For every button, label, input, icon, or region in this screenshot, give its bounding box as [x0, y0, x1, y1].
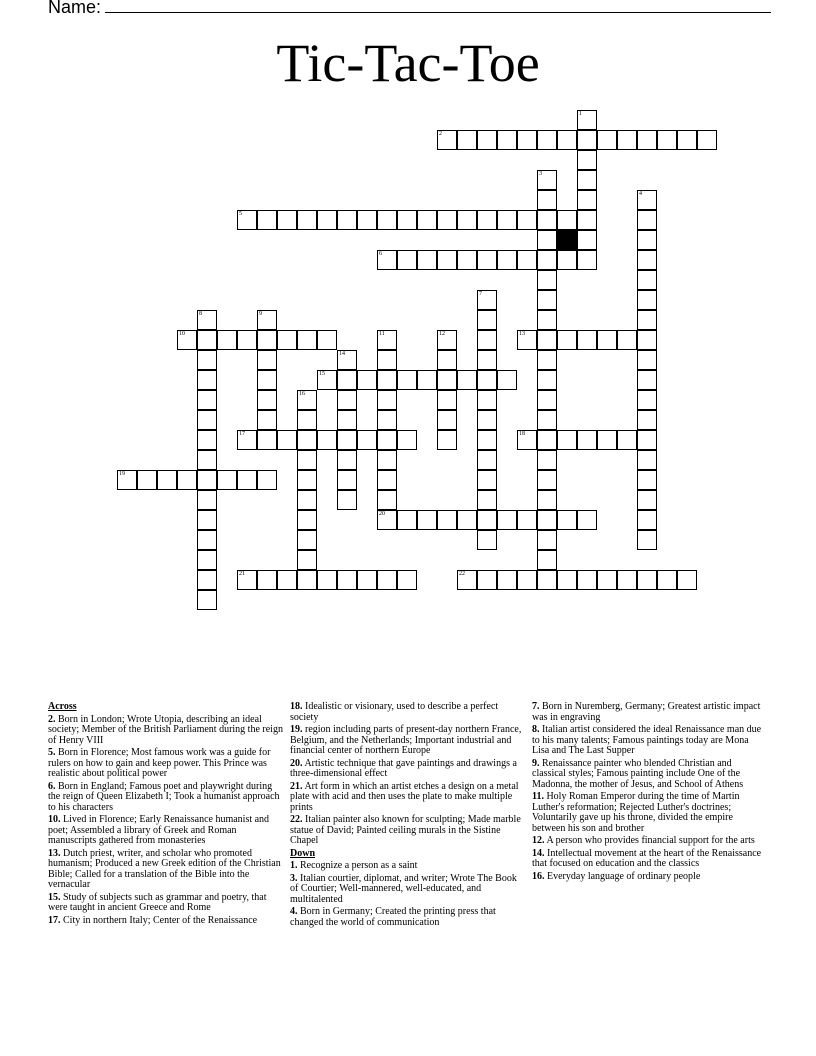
- clue-across-5: 5. Born in Florence; Most famous work was a guide for rulers on how to gain and keep power. This Prince was realistic about political power: [48, 747, 271, 779]
- grid-cell[interactable]: [437, 390, 457, 410]
- grid-cell[interactable]: [377, 430, 397, 450]
- clue-down-7: 7. Born in Nuremberg, Germany; Greatest artistic impact was in engraving: [532, 701, 761, 723]
- grid-cell[interactable]: [637, 330, 657, 350]
- grid-cell[interactable]: [537, 570, 557, 590]
- grid-cell[interactable]: [577, 150, 597, 170]
- grid-cell[interactable]: [637, 290, 657, 310]
- grid-cell[interactable]: [217, 330, 237, 350]
- grid-cell[interactable]: [357, 370, 377, 390]
- clue-number: 8: [199, 311, 202, 317]
- grid-cell[interactable]: [637, 530, 657, 550]
- grid-cell[interactable]: [257, 410, 277, 430]
- grid-cell[interactable]: [557, 330, 577, 350]
- grid-cell[interactable]: [577, 210, 597, 230]
- grid-cell[interactable]: [497, 510, 517, 530]
- grid-cell[interactable]: [437, 410, 457, 430]
- grid-cell[interactable]: [297, 490, 317, 510]
- grid-cell[interactable]: [637, 190, 657, 210]
- grid-cell[interactable]: [617, 570, 637, 590]
- grid-cell[interactable]: [277, 570, 297, 590]
- grid-cell[interactable]: [197, 370, 217, 390]
- grid-cell[interactable]: [477, 290, 497, 310]
- grid-cell[interactable]: [637, 270, 657, 290]
- grid-cell[interactable]: [297, 550, 317, 570]
- grid-cell[interactable]: [477, 570, 497, 590]
- grid-cell[interactable]: [637, 470, 657, 490]
- grid-cell[interactable]: [297, 530, 317, 550]
- grid-cell[interactable]: [437, 330, 457, 350]
- grid-cell[interactable]: [277, 430, 297, 450]
- clue-number: 4: [639, 191, 642, 197]
- clue-across-19: 19. region including parts of present-day northern France, Belgium, and the Netherlands; Important industrial and financial center of northern Europe: [290, 724, 522, 756]
- clue-number: 13: [519, 331, 525, 337]
- grid-cell[interactable]: [397, 570, 417, 590]
- grid-cell[interactable]: [477, 310, 497, 330]
- grid-cell[interactable]: [377, 350, 397, 370]
- grid-cell[interactable]: [537, 390, 557, 410]
- grid-cell[interactable]: [637, 210, 657, 230]
- grid-cell[interactable]: [297, 330, 317, 350]
- grid-cell[interactable]: [417, 250, 437, 270]
- grid-cell[interactable]: [637, 310, 657, 330]
- grid-cell[interactable]: [537, 530, 557, 550]
- grid-cell[interactable]: [417, 370, 437, 390]
- clue-across-21: 21. Art form in which an artist etches a design on a metal plate with acid and then uses the plate to make multiple prints: [290, 780, 519, 813]
- grid-cell[interactable]: [477, 410, 497, 430]
- clues-column-1: [48, 702, 284, 928]
- clue-across-17: 17. City in northern Italy; Center of the Renaissance: [48, 914, 258, 926]
- grid-cell[interactable]: [357, 210, 377, 230]
- clue-down-1: 1. Recognize a person as a saint: [290, 860, 418, 871]
- grid-cell[interactable]: [377, 570, 397, 590]
- grid-cell[interactable]: [637, 410, 657, 430]
- grid-cell[interactable]: [637, 370, 657, 390]
- clue-down-4: 4. Born in Germany; Created the printing press that changed the world of communication: [290, 906, 496, 928]
- grid-cell[interactable]: [437, 130, 457, 150]
- grid-cell[interactable]: [297, 210, 317, 230]
- grid-cell[interactable]: [537, 450, 557, 470]
- grid-cell[interactable]: [137, 470, 157, 490]
- grid-cell[interactable]: [477, 470, 497, 490]
- grid-cell[interactable]: [657, 130, 677, 150]
- grid-cell[interactable]: [537, 330, 557, 350]
- grid-cell[interactable]: [257, 330, 277, 350]
- clue-down-11: 11. Holy Roman Emperor during the time of Martin Luther's reformation; Rejected Luther's doctrines; Voluntarily gave up his throne, divided the empire between his son and brother: [532, 791, 740, 834]
- grid-cell[interactable]: [277, 210, 297, 230]
- grid-cell[interactable]: [237, 210, 257, 230]
- grid-cell[interactable]: [677, 130, 697, 150]
- grid-cell[interactable]: [477, 330, 497, 350]
- grid-cell[interactable]: [497, 130, 517, 150]
- grid-cell[interactable]: [397, 430, 417, 450]
- grid-cell[interactable]: [257, 390, 277, 410]
- grid-cell[interactable]: [297, 430, 317, 450]
- grid-cell[interactable]: [297, 570, 317, 590]
- clue-number: 5: [239, 211, 242, 217]
- grid-cell[interactable]: [457, 510, 477, 530]
- grid-cell[interactable]: [697, 130, 717, 150]
- grid-cell[interactable]: [237, 430, 257, 450]
- grid-cell[interactable]: [257, 350, 277, 370]
- grid-cell[interactable]: [337, 370, 357, 390]
- grid-cell[interactable]: [377, 210, 397, 230]
- grid-cell[interactable]: [597, 330, 617, 350]
- grid-cell[interactable]: [537, 310, 557, 330]
- clue-down-14: 14. Intellectual movement at the heart of the Renaissance that focused on education and the classics: [532, 847, 762, 869]
- grid-cell[interactable]: [477, 450, 497, 470]
- grid-cell[interactable]: [257, 210, 277, 230]
- grid-cell[interactable]: [377, 410, 397, 430]
- grid-cell[interactable]: [337, 350, 357, 370]
- grid-cell[interactable]: [197, 570, 217, 590]
- grid-cell[interactable]: [497, 370, 517, 390]
- grid-cell[interactable]: [197, 590, 217, 610]
- grid-cell[interactable]: [197, 390, 217, 410]
- grid-cell[interactable]: [537, 230, 557, 250]
- grid-cell[interactable]: [537, 170, 557, 190]
- grid-cell[interactable]: [537, 130, 557, 150]
- grid-cell[interactable]: [457, 130, 477, 150]
- grid-cell[interactable]: [637, 570, 657, 590]
- grid-cell[interactable]: [357, 430, 377, 450]
- grid-cell[interactable]: [437, 250, 457, 270]
- grid-cell[interactable]: [637, 510, 657, 530]
- clue-number: 15: [319, 371, 325, 377]
- grid-cell[interactable]: [197, 410, 217, 430]
- grid-cell[interactable]: [257, 570, 277, 590]
- clue-number: 16: [299, 391, 305, 397]
- grid-cell[interactable]: [377, 370, 397, 390]
- grid-cell[interactable]: [617, 330, 637, 350]
- grid-cell[interactable]: [457, 210, 477, 230]
- grid-cell[interactable]: [557, 570, 577, 590]
- grid-cell[interactable]: [337, 470, 357, 490]
- grid-cell[interactable]: [677, 570, 697, 590]
- grid-cell[interactable]: [477, 490, 497, 510]
- grid-cell[interactable]: [557, 430, 577, 450]
- grid-cell[interactable]: [557, 130, 577, 150]
- grid-cell[interactable]: [497, 250, 517, 270]
- grid-cell[interactable]: [477, 510, 497, 530]
- clue-across-13: 13. Dutch priest, writer, and scholar who promoted humanism; Produced a new Greek edition of the Christian Bible; Called for a translation of the Bible into the vernacular: [48, 847, 281, 890]
- grid-cell[interactable]: [517, 570, 537, 590]
- clue-number: 9: [259, 311, 262, 317]
- grid-cell[interactable]: [597, 570, 617, 590]
- grid-cell[interactable]: [297, 510, 317, 530]
- grid-cell[interactable]: [537, 410, 557, 430]
- clue-number: 17: [239, 431, 245, 437]
- clue-number: 18: [519, 431, 525, 437]
- clue-number: 12: [439, 331, 445, 337]
- grid-cell[interactable]: [437, 430, 457, 450]
- grid-cell[interactable]: [397, 370, 417, 390]
- black-square: [557, 230, 577, 250]
- grid-cell[interactable]: [637, 450, 657, 470]
- grid-cell[interactable]: [197, 470, 217, 490]
- grid-cell[interactable]: [337, 390, 357, 410]
- grid-cell[interactable]: [437, 210, 457, 230]
- grid-cell[interactable]: [537, 470, 557, 490]
- grid-cell[interactable]: [637, 490, 657, 510]
- clue-across-10: 10. Lived in Florence; Early Renaissance humanist and poet; Assembled a library of Greek and Roman manuscripts gathered from monasteries: [48, 814, 270, 846]
- grid-cell[interactable]: [237, 330, 257, 350]
- grid-cell[interactable]: [257, 370, 277, 390]
- grid-cell[interactable]: [537, 490, 557, 510]
- clues-column-3: [532, 702, 768, 884]
- grid-cell[interactable]: [177, 330, 197, 350]
- grid-cell[interactable]: [497, 210, 517, 230]
- grid-cell[interactable]: [457, 370, 477, 390]
- grid-cell[interactable]: [197, 310, 217, 330]
- grid-cell[interactable]: [637, 250, 657, 270]
- grid-cell[interactable]: [577, 110, 597, 130]
- grid-cell[interactable]: [337, 430, 357, 450]
- grid-cell[interactable]: [277, 330, 297, 350]
- clue-number: 20: [379, 511, 385, 517]
- grid-cell[interactable]: [237, 470, 257, 490]
- grid-cell[interactable]: [477, 390, 497, 410]
- grid-cell[interactable]: [537, 210, 557, 230]
- clue-number: 21: [239, 571, 245, 577]
- grid-cell[interactable]: [577, 190, 597, 210]
- clue-down-9: 9. Renaissance painter who blended Christian and classical styles; Famous painting include One of the Madonna, the mother of Jesus, and School of Athens: [532, 757, 744, 790]
- grid-cell[interactable]: [637, 390, 657, 410]
- grid-cell[interactable]: [177, 470, 197, 490]
- grid-cell[interactable]: [637, 430, 657, 450]
- grid-cell[interactable]: [257, 430, 277, 450]
- grid-cell[interactable]: [317, 430, 337, 450]
- grid-cell[interactable]: [637, 130, 657, 150]
- grid-cell[interactable]: [477, 370, 497, 390]
- grid-cell[interactable]: [197, 350, 217, 370]
- grid-cell[interactable]: [577, 230, 597, 250]
- clue-down-8: 8. Italian artist considered the ideal Renaissance man due to his many talents; Famous paintings today are Mona Lisa and The Last Supper: [532, 724, 762, 756]
- grid-cell[interactable]: [377, 450, 397, 470]
- puzzle-title: Tic-Tac-Toe: [276, 33, 540, 93]
- grid-cell[interactable]: [457, 570, 477, 590]
- clue-number: 3: [539, 171, 542, 177]
- clue-number: 10: [179, 331, 185, 337]
- grid-cell[interactable]: [197, 510, 217, 530]
- clue-number: 14: [339, 351, 345, 357]
- grid-cell[interactable]: [537, 370, 557, 390]
- grid-cell[interactable]: [437, 370, 457, 390]
- clue-across-18: 18. Idealistic or visionary, used to describe a perfect society: [290, 701, 499, 723]
- grid-cell[interactable]: [577, 570, 597, 590]
- grid-cell[interactable]: [577, 330, 597, 350]
- clue-down-3: 3. Italian courtier, diplomat, and writer; Wrote The Book of Courtier; Well-mannered, well-educated, and multitalented: [290, 872, 517, 905]
- grid-cell[interactable]: [517, 130, 537, 150]
- grid-cell[interactable]: [257, 310, 277, 330]
- clue-number: 6: [379, 251, 382, 257]
- grid-cell[interactable]: [537, 290, 557, 310]
- grid-cell[interactable]: [537, 510, 557, 530]
- clue-across-6: 6. Born in England; Famous poet and playwright during the reign of Queen Elizabeth I; Took a humanist approach to his characters: [48, 780, 280, 813]
- clue-across-22: 22. Italian painter also known for sculpting; Made marble statue of David; Painted ceiling murals in the Sistine Chapel: [290, 814, 521, 846]
- name-label: Name:: [48, 0, 102, 17]
- grid-cell[interactable]: [297, 390, 317, 410]
- grid-cell[interactable]: [297, 410, 317, 430]
- grid-cell[interactable]: [577, 130, 597, 150]
- grid-cell[interactable]: [517, 330, 537, 350]
- grid-cell[interactable]: [557, 510, 577, 530]
- grid-cell[interactable]: [157, 470, 177, 490]
- grid-cell[interactable]: [477, 430, 497, 450]
- grid-cell[interactable]: [477, 130, 497, 150]
- grid-cell[interactable]: [377, 490, 397, 510]
- clue-number: 19: [119, 471, 125, 477]
- grid-cell[interactable]: [617, 130, 637, 150]
- grid-cell[interactable]: [477, 530, 497, 550]
- grid-cell[interactable]: [497, 570, 517, 590]
- grid-cell[interactable]: [517, 510, 537, 530]
- grid-cell[interactable]: [537, 430, 557, 450]
- grid-cell[interactable]: [197, 430, 217, 450]
- grid-cell[interactable]: [577, 250, 597, 270]
- grid-cell[interactable]: [377, 330, 397, 350]
- grid-cell[interactable]: [317, 370, 337, 390]
- grid-cell[interactable]: [297, 450, 317, 470]
- grid-cell[interactable]: [597, 430, 617, 450]
- grid-cell[interactable]: [377, 510, 397, 530]
- grid-cell[interactable]: [337, 210, 357, 230]
- grid-cell[interactable]: [117, 470, 137, 490]
- clue-down-12: 12. A person who provides financial support for the arts: [532, 835, 755, 846]
- grid-cell[interactable]: [437, 350, 457, 370]
- grid-cell[interactable]: [197, 550, 217, 570]
- clue-number: 11: [379, 331, 385, 337]
- grid-cell[interactable]: [417, 510, 437, 530]
- clue-number: 1: [579, 111, 582, 117]
- grid-cell[interactable]: [397, 250, 417, 270]
- grid-cell[interactable]: [477, 250, 497, 270]
- clue-down-16: 16. Everyday language of ordinary people: [532, 870, 701, 882]
- grid-cell[interactable]: [317, 330, 337, 350]
- clue-across-15: 15. Study of subjects such as grammar and poetry, that were taught in ancient Greece and Rome: [48, 891, 267, 913]
- down-heading: Down: [290, 847, 316, 859]
- across-heading: Across: [48, 701, 77, 712]
- grid-cell[interactable]: [337, 490, 357, 510]
- grid-cell[interactable]: [377, 390, 397, 410]
- grid-cell[interactable]: [637, 230, 657, 250]
- grid-cell[interactable]: [557, 250, 577, 270]
- clue-number: 7: [479, 291, 482, 297]
- grid-cell[interactable]: [217, 470, 237, 490]
- grid-cell[interactable]: [637, 350, 657, 370]
- grid-cell[interactable]: [317, 210, 337, 230]
- clue-number: 22: [459, 571, 465, 577]
- grid-cell[interactable]: [537, 270, 557, 290]
- grid-cell[interactable]: [197, 530, 217, 550]
- grid-cell[interactable]: [237, 570, 257, 590]
- grid-cell[interactable]: [197, 490, 217, 510]
- grid-cell[interactable]: [537, 190, 557, 210]
- grid-cell[interactable]: [517, 430, 537, 450]
- grid-cell[interactable]: [537, 550, 557, 570]
- grid-cell[interactable]: [337, 570, 357, 590]
- grid-cell[interactable]: [197, 330, 217, 350]
- clue-across-2: 2. Born in London; Wrote Utopia, describing an ideal society; Member of the British Parliament during the reign of Henry VIII: [48, 713, 283, 746]
- grid-cell[interactable]: [297, 470, 317, 490]
- clues-column-2: [290, 702, 526, 930]
- clue-across-20: 20. Artistic technique that gave paintings and drawings a three-dimensional effect: [290, 757, 517, 779]
- grid-cell[interactable]: [317, 570, 337, 590]
- grid-cell[interactable]: [617, 430, 637, 450]
- grid-cell[interactable]: [337, 410, 357, 430]
- grid-cell[interactable]: [477, 210, 497, 230]
- grid-cell[interactable]: [537, 350, 557, 370]
- clue-number: 2: [439, 131, 442, 137]
- grid-cell[interactable]: [537, 250, 557, 270]
- grid-cell[interactable]: [357, 570, 377, 590]
- grid-cell[interactable]: [577, 510, 597, 530]
- grid-cell[interactable]: [397, 510, 417, 530]
- grid-cell[interactable]: [557, 210, 577, 230]
- grid-cell[interactable]: [257, 470, 277, 490]
- grid-cell[interactable]: [437, 510, 457, 530]
- grid-cell[interactable]: [417, 210, 437, 230]
- grid-cell[interactable]: [337, 450, 357, 470]
- grid-cell[interactable]: [197, 450, 217, 470]
- grid-cell[interactable]: [397, 210, 417, 230]
- grid-cell[interactable]: [597, 130, 617, 150]
- grid-cell[interactable]: [577, 170, 597, 190]
- grid-cell[interactable]: [377, 250, 397, 270]
- grid-cell[interactable]: [457, 250, 477, 270]
- grid-cell[interactable]: [517, 210, 537, 230]
- grid-cell[interactable]: [477, 350, 497, 370]
- grid-cell[interactable]: [517, 250, 537, 270]
- grid-cell[interactable]: [657, 570, 677, 590]
- grid-cell[interactable]: [577, 430, 597, 450]
- grid-cell[interactable]: [377, 470, 397, 490]
